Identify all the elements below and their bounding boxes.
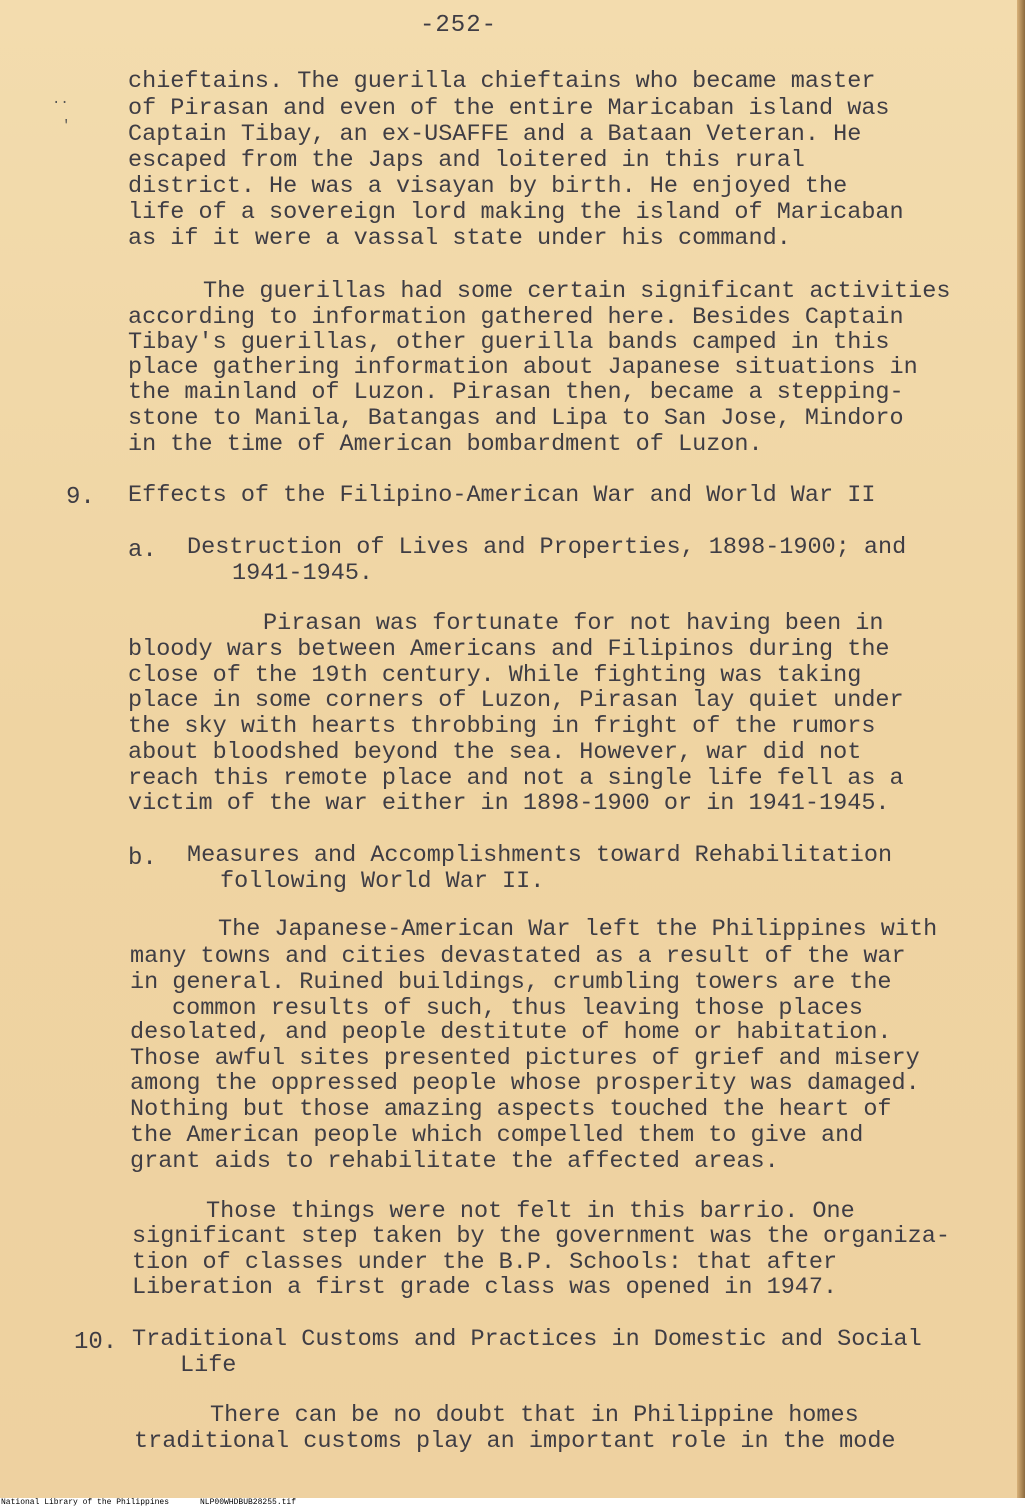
text-line: among the oppressed people whose prosperity was damaged. bbox=[130, 1070, 920, 1097]
page-edge bbox=[1017, 0, 1025, 1498]
text-line: about bloodshed beyond the sea. However, war did not bbox=[128, 739, 862, 766]
text-line: in the time of American bombardment of Luzon. bbox=[128, 431, 763, 458]
section-heading: Life bbox=[180, 1352, 237, 1379]
footer-file-id: NLP00WHDBUB28255.tif bbox=[200, 1498, 297, 1507]
text-line: the sky with hearts throbbing in fright of the rumors bbox=[128, 713, 876, 740]
section-heading: Effects of the Filipino-American War and World War II bbox=[128, 482, 876, 509]
subsection-heading: 1941-1945. bbox=[232, 560, 374, 587]
subsection-heading: Destruction of Lives and Properties, 1898-1900; and bbox=[187, 534, 907, 561]
section-heading: Traditional Customs and Practices in Domestic and Social bbox=[132, 1326, 922, 1353]
text-line: The Japanese-American War left the Philippines with bbox=[218, 916, 938, 943]
subsection-heading: following World War II. bbox=[220, 868, 545, 895]
text-line: common results of such, thus leaving those places bbox=[172, 995, 864, 1022]
text-line: grant aids to rehabilitate the affected areas. bbox=[130, 1148, 779, 1175]
page-number: -252- bbox=[420, 12, 498, 39]
text-line: of Pirasan and even of the entire Maricaban island was bbox=[128, 95, 890, 122]
text-line: Captain Tibay, an ex-USAFFE and a Bataan Veteran. He bbox=[128, 121, 862, 148]
text-line: traditional customs play an important role in the mode bbox=[134, 1428, 896, 1455]
text-line: Liberation a first grade class was opened in 1947. bbox=[132, 1274, 838, 1301]
text-line: the American people which compelled them to give and bbox=[130, 1122, 864, 1149]
text-line: significant step taken by the government was the organiza- bbox=[132, 1223, 950, 1250]
text-line: Those things were not felt in this barrio. One bbox=[206, 1198, 855, 1225]
text-line: The guerillas had some certain significant activities bbox=[203, 278, 951, 305]
text-line: stone to Manila, Batangas and Lipa to San Jose, Mindoro bbox=[128, 405, 904, 432]
text-line: as if it were a vassal state under his command. bbox=[128, 225, 791, 252]
section-number: 10. bbox=[74, 1329, 118, 1356]
margin-mark: ' bbox=[62, 118, 71, 134]
text-line: victim of the war either in 1898-1900 or in 1941-1945. bbox=[128, 790, 890, 817]
text-line: place gathering information about Japanese situations in bbox=[128, 354, 918, 381]
section-number: 9. bbox=[66, 484, 95, 511]
text-line: Those awful sites presented pictures of grief and misery bbox=[130, 1045, 920, 1072]
footer-library: National Library of the Philippines bbox=[1, 1498, 170, 1507]
text-line: close of the 19th century. While fighting was taking bbox=[128, 662, 862, 689]
text-line: bloody wars between Americans and Filipinos during the bbox=[128, 636, 890, 663]
subsection-heading: Measures and Accomplishments toward Rehabilitation bbox=[187, 842, 893, 869]
text-line: tion of classes under the B.P. Schools: that after bbox=[132, 1249, 838, 1276]
text-line: reach this remote place and not a single life fell as a bbox=[128, 765, 904, 792]
text-line: There can be no doubt that in Philippine homes bbox=[210, 1402, 859, 1429]
text-line: according to information gathered here. Besides Captain bbox=[128, 304, 904, 331]
text-line: the mainland of Luzon. Pirasan then, became a stepping- bbox=[128, 379, 904, 406]
text-line: escaped from the Japs and loitered in this rural bbox=[128, 147, 805, 174]
subsection-letter: b. bbox=[128, 845, 157, 872]
text-line: many towns and cities devastated as a result of the war bbox=[130, 943, 906, 970]
text-line: life of a sovereign lord making the island of Maricaban bbox=[128, 199, 904, 226]
text-line: district. He was a visayan by birth. He enjoyed the bbox=[128, 173, 848, 200]
text-line: Nothing but those amazing aspects touched the heart of bbox=[130, 1096, 892, 1123]
text-line: place in some corners of Luzon, Pirasan lay quiet under bbox=[128, 687, 904, 714]
margin-mark: .. bbox=[52, 92, 69, 108]
subsection-letter: a. bbox=[128, 537, 157, 564]
text-line: in general. Ruined buildings, crumbling towers are the bbox=[130, 969, 892, 996]
text-line: Tibay's guerillas, other guerilla bands camped in this bbox=[128, 329, 890, 356]
text-line: desolated, and people destitute of home or habitation. bbox=[130, 1019, 892, 1046]
text-line: Pirasan was fortunate for not having been in bbox=[263, 610, 884, 637]
text-line: chieftains. The guerilla chieftains who became master bbox=[128, 68, 876, 95]
